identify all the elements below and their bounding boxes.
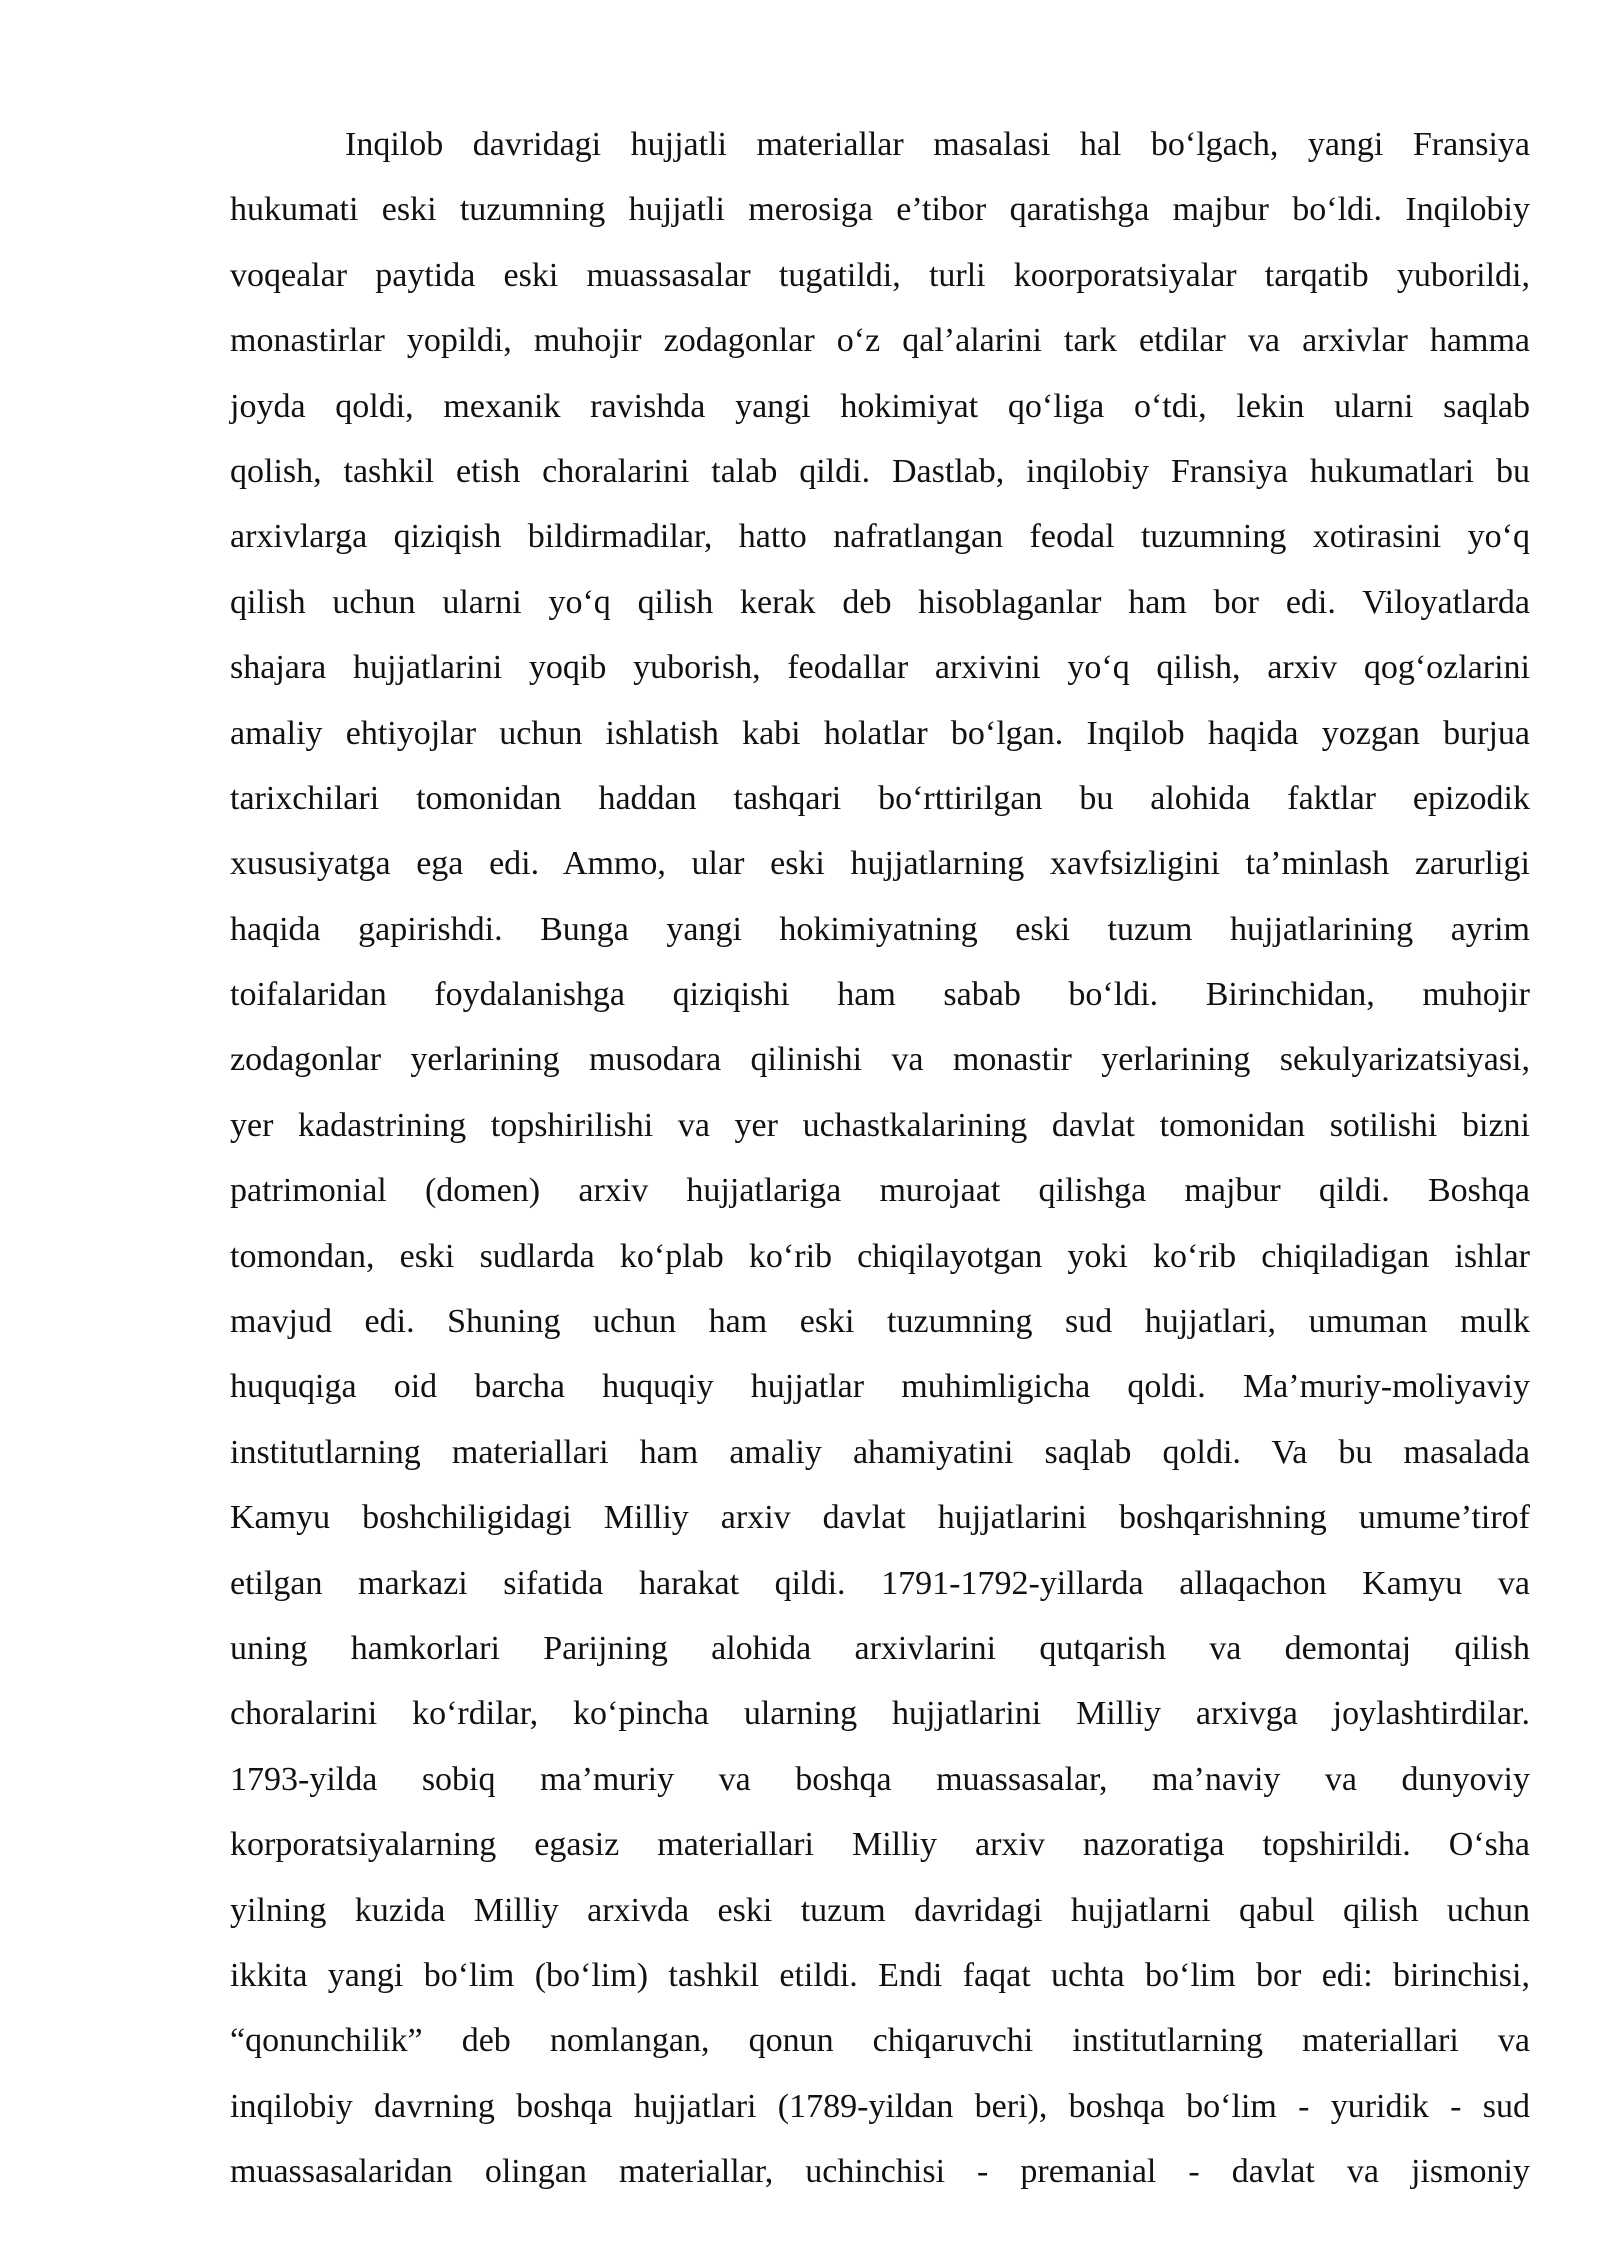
text-line: tomondan, eski sudlarda ko‘plab ko‘rib chiqilayotgan yoki ko‘rib chiqiladigan ishlar — [230, 1237, 1530, 1275]
text-line: institutlarning materiallari ham amaliy ahamiyatini saqlab qoldi. Va bu masalada — [230, 1433, 1530, 1471]
text-line: muassasalaridan olingan materiallar, uchinchisi - premanial - davlat va jismoniy — [230, 2153, 1530, 2191]
text-line: inqilobiy davrning boshqa hujjatlari (1789-yildan beri), boshqa bo‘lim - yuridik - sud — [230, 2087, 1530, 2125]
text-line: amaliy ehtiyojlar uchun ishlatish kabi holatlar bo‘lgan. Inqilob haqida yozgan burjua — [230, 714, 1530, 752]
text-line: mavjud edi. Shuning uchun ham eski tuzumning sud hujjatlari, umuman mulk — [230, 1303, 1530, 1341]
text-line: qilish uchun ularni yo‘q qilish kerak deb hisoblaganlar ham bor edi. Viloyatlarda — [230, 583, 1530, 621]
text-line: korporatsiyalarning egasiz materiallari Milliy arxiv nazoratiga topshirildi. O‘sha — [230, 1826, 1530, 1864]
text-line: huquqiga oid barcha huquqiy hujjatlar muhimligicha qoldi. Ma’muriy-moliyaviy — [230, 1368, 1530, 1406]
text-line: patrimonial (domen) arxiv hujjatlariga murojaat qilishga majbur qildi. Boshqa — [230, 1172, 1530, 1210]
text-line: ikkita yangi bo‘lim (bo‘lim) tashkil etildi. Endi faqat uchta bo‘lim bor edi: birinchisi, — [230, 1956, 1530, 1994]
text-line: haqida gapirishdi. Bunga yangi hokimiyatning eski tuzum hujjatlarining ayrim — [230, 910, 1530, 948]
text-line: 1793-yilda sobiq ma’muriy va boshqa muassasalar, ma’naviy va dunyoviy — [230, 1760, 1530, 1798]
text-line: arxivlarga qiziqish bildirmadilar, hatto nafratlangan feodal tuzumning xotirasini yo‘q — [230, 518, 1530, 556]
text-line: Inqilob davridagi hujjatli materiallar masalasi hal bo‘lgach, yangi Fransiya — [345, 126, 1530, 163]
text-line: joyda qoldi, mexanik ravishda yangi hokimiyat qo‘liga o‘tdi, lekin ularni saqlab — [230, 387, 1530, 425]
text-line: etilgan markazi sifatida harakat qildi. 1791-1792-yillarda allaqachon Kamyu va — [230, 1564, 1530, 1602]
text-line: hukumati eski tuzumning hujjatli merosiga e’tibor qaratishga majbur bo‘ldi. Inqilobiy — [230, 191, 1530, 229]
text-line: shajara hujjatlarini yoqib yuborish, feodallar arxivini yo‘q qilish, arxiv qog‘ozlarini — [230, 649, 1530, 687]
text-line: Kamyu boshchiligidagi Milliy arxiv davlat hujjatlarini boshqarishning umume’tirof — [230, 1499, 1530, 1537]
text-line: tarixchilari tomonidan haddan tashqari bo‘rttirilgan bu alohida faktlar epizodik — [230, 779, 1530, 817]
text-line: choralarini ko‘rdilar, ko‘pincha ularning hujjatlarini Milliy arxivga joylashtirdilar. — [230, 1695, 1530, 1733]
text-line: uning hamkorlari Parijning alohida arxivlarini qutqarish va demontaj qilish — [230, 1629, 1530, 1667]
body-paragraph — [230, 112, 1530, 2205]
text-line: yer kadastrining topshirilishi va yer uchastkalarining davlat tomonidan sotilishi bizni — [230, 1106, 1530, 1144]
text-line: yilning kuzida Milliy arxivda eski tuzum davridagi hujjatlarni qabul qilish uchun — [230, 1891, 1530, 1929]
text-line: “qonunchilik” deb nomlangan, qonun chiqaruvchi institutlarning materiallari va — [230, 2022, 1530, 2060]
text-line: voqealar paytida eski muassasalar tugatildi, turli koorporatsiyalar tarqatib yuborildi, — [230, 256, 1530, 294]
text-line: xususiyatga ega edi. Ammo, ular eski hujjatlarning xavfsizligini ta’minlash zarurligi — [230, 845, 1530, 883]
text-line: monastirlar yopildi, muhojir zodagonlar o‘z qal’alarini tark etdilar va arxivlar hamma — [230, 322, 1530, 360]
text-line: toifalaridan foydalanishga qiziqishi ham sabab bo‘ldi. Birinchidan, muhojir — [230, 976, 1530, 1014]
text-line: zodagonlar yerlarining musodara qilinishi va monastir yerlarining sekulyarizatsiyasi, — [230, 1041, 1530, 1079]
text-line: qolish, tashkil etish choralarini talab qildi. Dastlab, inqilobiy Fransiya hukumatlari bu — [230, 452, 1530, 490]
